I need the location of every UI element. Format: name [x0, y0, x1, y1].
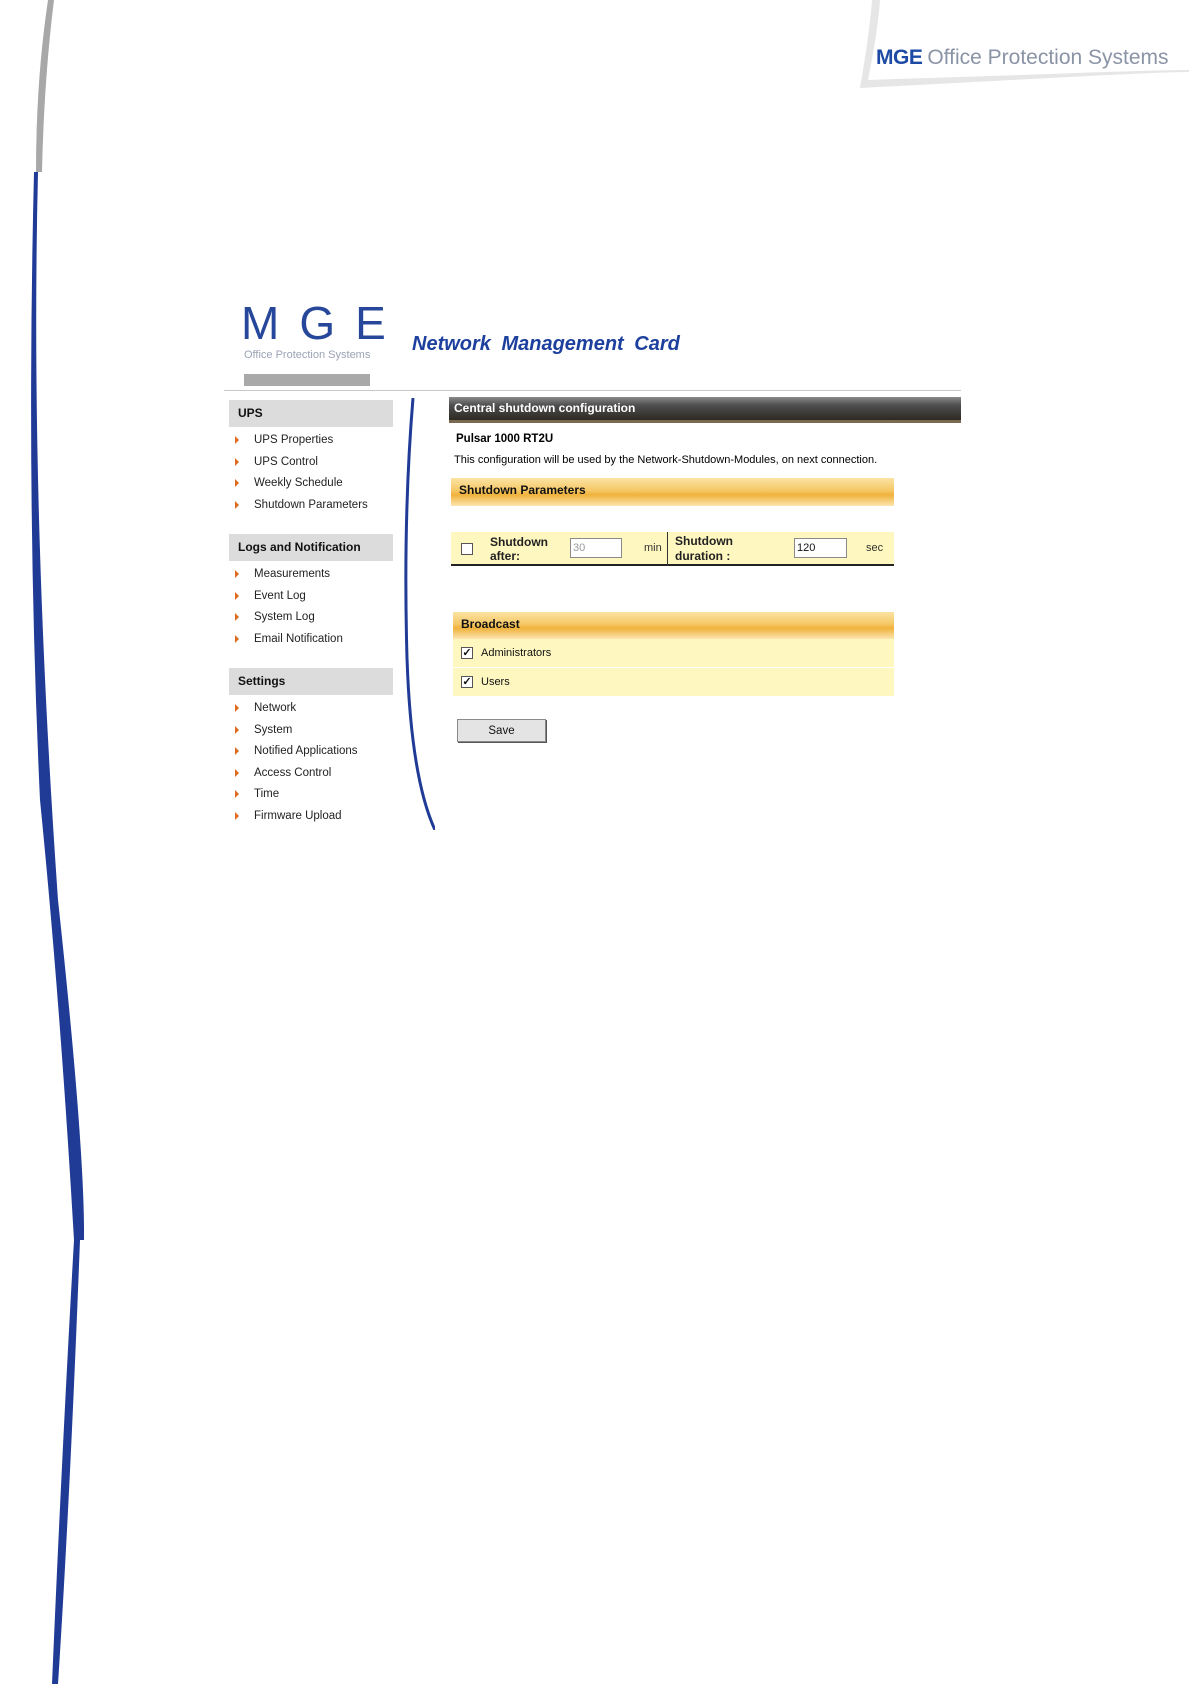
- main-panel: [449, 397, 961, 742]
- sidebar-divider-curve: [395, 398, 435, 830]
- sidebar-item-label: System: [254, 723, 293, 736]
- sidebar-item-label: Measurements: [254, 568, 331, 580]
- shutdown-parameters-row: [451, 532, 894, 566]
- sidebar-section-ups: [229, 400, 393, 516]
- shutdown-duration-label: Shutdown duration :: [675, 534, 733, 563]
- broadcast-header: Broadcast: [453, 612, 894, 639]
- bullet-arrow-icon: [235, 769, 239, 777]
- bullet-arrow-icon: [235, 570, 239, 578]
- sidebar-item-label: Access Control: [254, 766, 332, 779]
- bullet-arrow-icon: [235, 436, 239, 444]
- brand-tab-background: [860, 0, 1189, 90]
- shutdown-row-separator: [667, 532, 668, 566]
- sidebar-item-label: UPS Control: [254, 455, 318, 468]
- bullet-arrow-icon: [235, 458, 239, 466]
- sidebar-item-label: Notified Applications: [254, 745, 358, 757]
- shutdown-duration-input[interactable]: [794, 538, 847, 558]
- bullet-arrow-icon: [235, 790, 239, 798]
- shutdown-parameters-header: Shutdown Parameters: [451, 478, 894, 506]
- sidebar-item-label: Weekly Schedule: [254, 477, 343, 489]
- sidebar-item-system-log[interactable]: [229, 607, 393, 629]
- sidebar-item-label: System Log: [254, 611, 315, 623]
- sidebar-item-label: Firmware Upload: [254, 809, 342, 822]
- bullet-arrow-icon: [235, 479, 239, 487]
- broadcast-option-row: [453, 639, 894, 668]
- page-title: Network Management Card: [412, 333, 680, 355]
- sidebar-item-label: Email Notification: [254, 632, 343, 645]
- shutdown-enable-checkbox[interactable]: [461, 543, 473, 555]
- sidebar-item-ups-control[interactable]: [229, 452, 393, 474]
- sidebar-item-ups-properties[interactable]: [229, 430, 393, 452]
- bullet-arrow-icon: [235, 613, 239, 621]
- info-text: This configuration will be used by the Network-Shutdown-Modules, on next connection.: [454, 454, 878, 466]
- sidebar-item-label: Time: [254, 788, 280, 800]
- shutdown-duration-unit: sec: [866, 542, 884, 554]
- brand-tab-tagline: Office Protection Systems: [927, 46, 1169, 69]
- sidebar-item-measurements[interactable]: [229, 564, 393, 586]
- logo-underline-bar: [244, 374, 370, 386]
- sidebar-item-firmware-upload[interactable]: [229, 806, 393, 828]
- logo-subtitle: Office Protection Systems: [244, 349, 371, 361]
- sidebar-nav: [229, 400, 393, 845]
- bullet-arrow-icon: [235, 501, 239, 509]
- sidebar-item-label: Shutdown Parameters: [254, 498, 368, 511]
- users-label: Users: [481, 676, 510, 688]
- mge-logo: MGE: [241, 297, 406, 349]
- bullet-arrow-icon: [235, 704, 239, 712]
- shutdown-after-input[interactable]: [570, 538, 622, 558]
- sidebar-item-label: Network: [254, 702, 297, 714]
- bullet-arrow-icon: [235, 592, 239, 600]
- sidebar-item-network[interactable]: [229, 698, 393, 720]
- sidebar-section-logs: [229, 534, 393, 650]
- sidebar-section-title: UPS: [229, 400, 393, 427]
- users-checkbox[interactable]: ✓: [462, 676, 472, 688]
- sidebar-item-system[interactable]: [229, 720, 393, 742]
- device-name: Pulsar 1000 RT2U: [456, 433, 554, 445]
- sidebar-item-notified-applications[interactable]: [229, 741, 393, 763]
- sidebar-item-event-log[interactable]: [229, 586, 393, 608]
- bullet-arrow-icon: [235, 635, 239, 643]
- brand-tab-mge: MGE: [876, 46, 923, 69]
- sidebar-item-label: Event Log: [254, 589, 306, 602]
- administrators-checkbox[interactable]: ✓: [462, 647, 472, 659]
- bullet-arrow-icon: [235, 812, 239, 820]
- administrators-label: Administrators: [481, 647, 552, 659]
- sidebar-item-email-notification[interactable]: [229, 629, 393, 651]
- sidebar-section-title: Settings: [229, 668, 393, 695]
- sidebar-item-label: UPS Properties: [254, 434, 334, 446]
- save-button[interactable]: Save: [457, 719, 546, 742]
- sidebar-item-access-control[interactable]: [229, 763, 393, 785]
- header-divider: [224, 390, 961, 391]
- bullet-arrow-icon: [235, 726, 239, 734]
- shutdown-after-unit: min: [644, 542, 662, 554]
- sidebar-item-shutdown-parameters[interactable]: [229, 495, 393, 517]
- sidebar-item-time[interactable]: [229, 784, 393, 806]
- shutdown-after-label: Shutdown after:: [490, 535, 548, 563]
- sidebar-item-weekly-schedule[interactable]: [229, 473, 393, 495]
- bullet-arrow-icon: [235, 747, 239, 755]
- brand-tab-logo: [876, 46, 1169, 70]
- sidebar-section-settings: [229, 668, 393, 827]
- panel-title: Central shutdown configuration: [449, 397, 961, 423]
- sidebar-section-title: Logs and Notification: [229, 534, 393, 561]
- broadcast-option-row: [453, 668, 894, 697]
